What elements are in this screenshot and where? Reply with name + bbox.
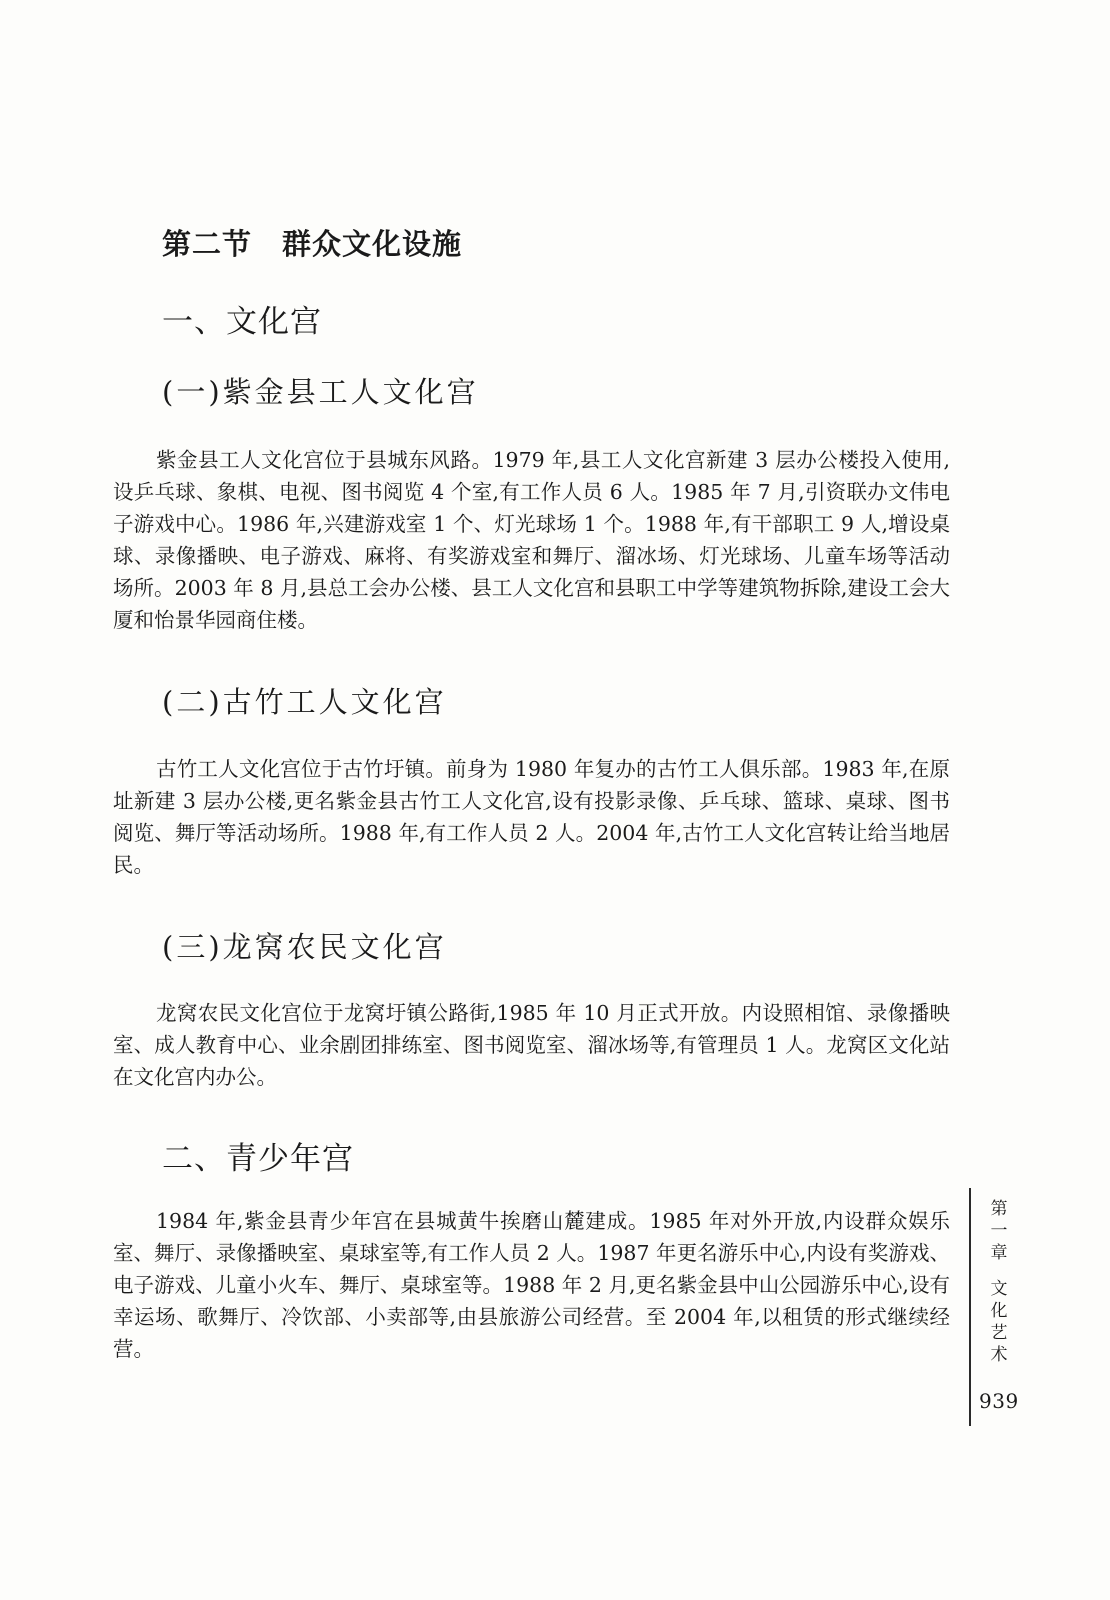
- subheading-zijin-workers-palace: (一)紫金县工人文化宫: [162, 375, 479, 409]
- margin-divider: [969, 1188, 971, 1426]
- subheading-guzhu-workers-palace: (二)古竹工人文化宫: [162, 685, 447, 719]
- chapter-name: 文化艺术: [990, 1279, 1008, 1365]
- paragraph-youth-palace: 1984 年,紫金县青少年宫在县城黄牛挨磨山麓建成。1985 年对外开放,内设群众娱乐室、舞厅、录像播映室、桌球室等,有工作人员 2 人。1987 年更名游乐中心,内设有奖游戏、电子游戏、儿童小火车、舞厅、桌球室等。1988 年 2 月,更名紫金县中山公园游乐中心,设有幸运场、歌舞厅、冷饮部、小卖部等,由县旅游公司经营。至 2004 年,以租赁的形式继续经营。: [113, 1209, 950, 1361]
- page-number: 939: [979, 1389, 1019, 1413]
- chapter-number: 第一章: [990, 1199, 1008, 1263]
- heading-cultural-palace: 一、文化宫: [162, 304, 322, 340]
- section-title: 第二节 群众文化设施: [162, 227, 463, 261]
- subheading-longwo-farmers-palace: (三)龙窝农民文化宫: [162, 930, 447, 964]
- paragraph-zijin-workers-palace: 紫金县工人文化宫位于县城东风路。1979 年,县工人文化宫新建 3 层办公楼投入使用,设乒乓球、象棋、电视、图书阅览 4 个室,有工作人员 6 人。1985 年 7 月,引资联办文伟电子游戏中心。1986 年,兴建游戏室 1 个、灯光球场 1 个。1988 年,有干部职工 9 人,增设桌球、录像播映、电子游戏、麻将、有奖游戏室和舞厅、溜冰场、灯光球场、儿童车场等活动场所。2003 年 8 月,县总工会办公楼、县工人文化宫和县职工中学等建筑物拆除,建设工会大厦和怡景华园商住楼。: [113, 448, 950, 632]
- chapter-margin-label: [986, 1198, 1012, 1366]
- paragraph-guzhu-workers-palace: 古竹工人文化宫位于古竹圩镇。前身为 1980 年复办的古竹工人俱乐部。1983 年,在原址新建 3 层办公楼,更名紫金县古竹工人文化宫,设有投影录像、乒乓球、篮球、桌球、图书阅览、舞厅等活动场所。1988 年,有工作人员 2 人。2004 年,古竹工人文化宫转让给当地居民。: [113, 757, 950, 877]
- paragraph-longwo-farmers-palace: 龙窝农民文化宫位于龙窝圩镇公路街,1985 年 10 月正式开放。内设照相馆、录像播映室、成人教育中心、业余剧团排练室、图书阅览室、溜冰场等,有管理员 1 人。龙窝区文化站在文化宫内办公。: [113, 1001, 950, 1089]
- heading-youth-palace: 二、青少年宫: [162, 1141, 354, 1177]
